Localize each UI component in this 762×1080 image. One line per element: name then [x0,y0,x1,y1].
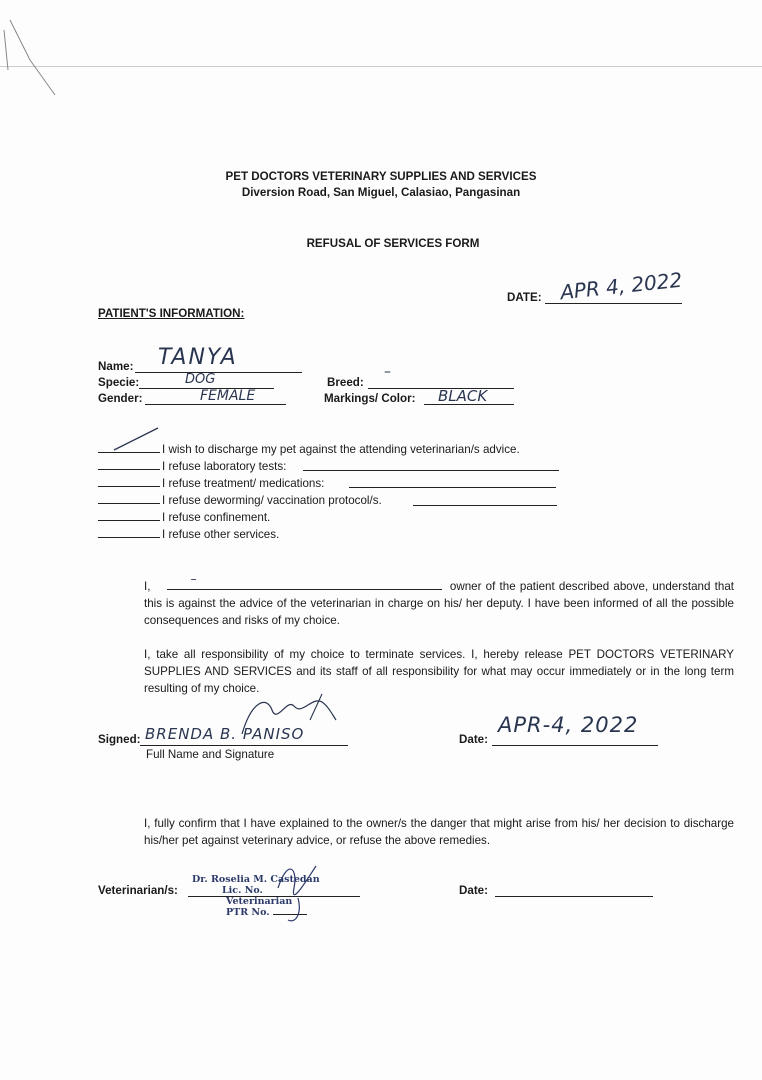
option-row[interactable] [98,459,286,475]
option-checkbox[interactable] [98,493,160,504]
stamp-license: Lic. No. [222,885,263,896]
option-label: I refuse other services. [162,528,280,541]
specie-value: DOG [185,372,216,387]
scan-artifact-corner [0,0,70,100]
name-value: TANYA [158,345,238,370]
option-detail-line [349,487,556,488]
option-detail-line [303,470,559,471]
name-line [135,372,302,373]
option-checkbox[interactable] [98,510,160,521]
signed-label: Signed: [98,733,141,746]
stamp-title: Veterinarian [226,896,293,907]
option-label: I refuse deworming/ vaccination protocol/s. [162,494,382,507]
statement-body: owner of the patient described above, understand that this is against the advice of the veterinarian in charge on his/ her deputy. I have been informed of all the possible consequences and risks of my choice. [144,580,734,627]
business-address: Diversion Road, San Miguel, Calasiao, Pangasinan [241,186,521,199]
business-name: PET DOCTORS VETERINARY SUPPLIES AND SERVICES [225,170,537,183]
signed-date-value: APR-4, 2022 [498,713,639,737]
stamp-ptr-label: PTR No. [226,907,270,918]
stamp-signature-scribble [268,858,338,928]
option-detail-line [413,505,557,506]
breed-value: – [384,364,391,380]
veterinarian-date-label: Date: [459,884,488,897]
check-mark-icon [110,424,162,454]
signature-line [140,745,348,746]
gender-label: Gender: [98,392,143,405]
owner-name-line[interactable]: – [167,579,442,590]
specie-label: Specie: [98,376,140,389]
form-title: REFUSAL OF SERVICES FORM [306,237,480,250]
patient-section-title: PATIENT'S INFORMATION: [98,307,245,320]
option-row[interactable] [98,493,382,509]
option-label: I refuse laboratory tests: [162,460,287,473]
option-label: I wish to discharge my pet against the attending veterinarian/s advice. [162,443,520,456]
option-checkbox[interactable] [98,476,160,487]
option-checkbox[interactable] [98,459,160,470]
signature-value: BRENDA B. PANISO [145,725,305,743]
veterinarian-label: Veterinarian/s: [98,884,178,897]
scan-artifact [0,66,762,67]
gender-value: FEMALE [200,388,256,404]
gender-line [145,404,286,405]
top-date-label: DATE: [507,291,542,304]
statement-lead: I, [144,580,151,593]
top-date-value: APR 4, 2022 [559,267,684,305]
signed-date-line [492,745,658,746]
option-row[interactable] [98,510,270,526]
breed-label: Breed: [327,376,364,389]
option-label: I refuse treatment/ medications: [162,477,325,490]
statement-paragraph-2: I, take all responsibility of my choice to terminate services. I, hereby release PET DOCTORS VETERINARY SUPPLIES AND SERVICES and its staff of all responsibility for what may occur immediately or in the long term resulting of my choice. [144,648,734,695]
option-row[interactable] [98,476,324,492]
signature-caption: Full Name and Signature [146,748,275,761]
signed-date-label: Date: [459,733,488,746]
markings-value: BLACK [438,387,488,405]
option-label: I refuse confinement. [162,511,271,524]
stamp-name: Dr. Roselia M. Castedan [192,874,320,885]
markings-label: Markings/ Color: [324,392,416,405]
veterinarian-date-line[interactable] [495,896,653,897]
option-row[interactable] [98,527,279,543]
confirmation-paragraph: I, fully confirm that I have explained to the owner/s the danger that might arise from his/ her decision to discharge his/her pet against veterinary advice, or refuse the above remedies. [144,817,734,847]
statement-paragraph-1 [98,572,734,629]
option-checkbox[interactable] [98,527,160,538]
name-label: Name: [98,360,134,373]
